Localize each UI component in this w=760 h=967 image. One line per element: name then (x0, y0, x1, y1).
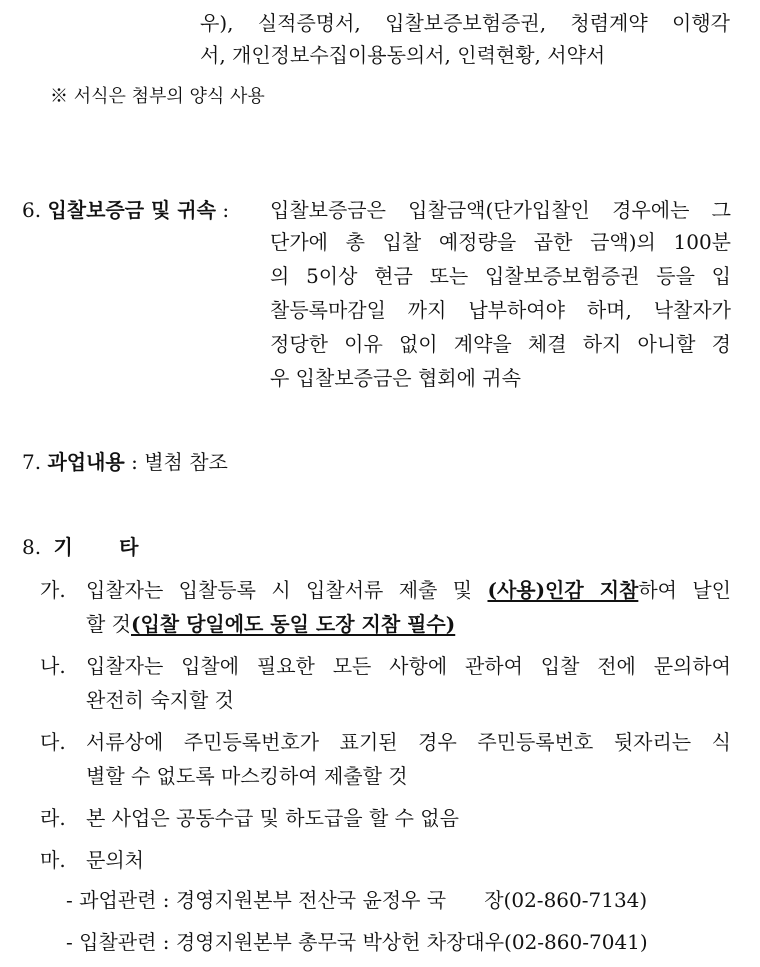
section-7-heading (22, 448, 228, 476)
item-ga-line-2-pre: 할 것 (86, 612, 131, 636)
item-ga-line-2 (86, 610, 455, 638)
item-da-line-1: 서류상에 주민등록번호가 표기된 경우 주민등록번호 뒷자리는 식 (86, 730, 731, 754)
item-ga-emphasis-bid-day: (입찰 당일에도 동일 도장 지참 필수) (131, 612, 456, 636)
section-6-line-1: 입찰보증금은 입찰금액(단가입찰인 경우에는 그 (270, 198, 731, 222)
section-7-colon: : (131, 450, 138, 474)
item-da-line-2: 별할 수 없도록 마스킹하여 제출할 것 (86, 764, 408, 788)
contact-row (66, 886, 647, 914)
section-8-title-a: 기 (53, 535, 73, 559)
item-na-line-1: 입찰자는 입찰에 필요한 모든 사항에 관하여 입찰 전에 문의하여 (86, 654, 731, 678)
form-note: ※ 서식은 첨부의 양식 사용 (50, 86, 265, 107)
item-ga-line-1-pre: 입찰자는 입찰등록 시 입찰서류 제출 및 (86, 578, 488, 602)
section-6-line-3: 의 5이상 현금 또는 입찰보증보험증권 등을 입 (270, 264, 731, 288)
item-ma-line-1: 문의처 (86, 848, 144, 872)
section-7-title: 과업내용 (47, 450, 125, 474)
continuation-line-1: 우), 실적증명서, 입찰보증보험증권, 청렴계약 이행각 (200, 11, 730, 35)
contact-dash: - (66, 930, 73, 954)
contact-dash: - (66, 888, 73, 912)
section-7-number: 7. (22, 450, 42, 474)
item-da-label: 다. (40, 730, 66, 754)
contact-text: 과업관련 : 경영지원본부 전산국 윤정우 국 장(02-860-7134) (79, 888, 648, 912)
section-8-title-b: 타 (119, 535, 139, 559)
item-ra-label: 라. (40, 806, 66, 830)
item-ga-line-1 (86, 576, 731, 604)
section-6-line-6: 우 입찰보증금은 협회에 귀속 (270, 366, 521, 390)
section-6-colon: : (222, 198, 230, 222)
item-na-label: 나. (40, 654, 66, 678)
section-6-number: 6. (22, 198, 42, 222)
section-6-line-2: 단가에 총 입찰 예정량을 곱한 금액)의 100분 (270, 230, 731, 254)
section-8-number: 8. (22, 535, 42, 559)
section-6-line-4: 찰등록마감일 까지 납부하여야 하며, 낙찰자가 (270, 298, 731, 322)
section-7-text: 별첨 참조 (144, 450, 228, 474)
section-8-heading (22, 533, 138, 561)
section-6-line-5: 정당한 이유 없이 계약을 체결 하지 아니할 경 (270, 332, 731, 356)
section-6-title: 입찰보증금 및 귀속 (47, 198, 216, 222)
item-na-line-2: 완전히 숙지할 것 (86, 688, 234, 712)
item-ga-emphasis-seal: (사용)인감 지참 (487, 578, 639, 602)
item-ra-line-1: 본 사업은 공동수급 및 하도급을 할 수 없음 (86, 806, 459, 830)
section-6-heading (22, 196, 229, 224)
item-ma-label: 마. (40, 848, 66, 872)
item-ga-label: 가. (40, 578, 66, 602)
contact-row (66, 928, 648, 956)
item-ga-line-1-post: 하여 날인 (638, 578, 732, 602)
contact-text: 입찰관련 : 경영지원본부 총무국 박상헌 차장대우(02-860-7041) (79, 930, 648, 954)
continuation-line-2: 서, 개인정보수집이용동의서, 인력현황, 서약서 (200, 43, 606, 67)
